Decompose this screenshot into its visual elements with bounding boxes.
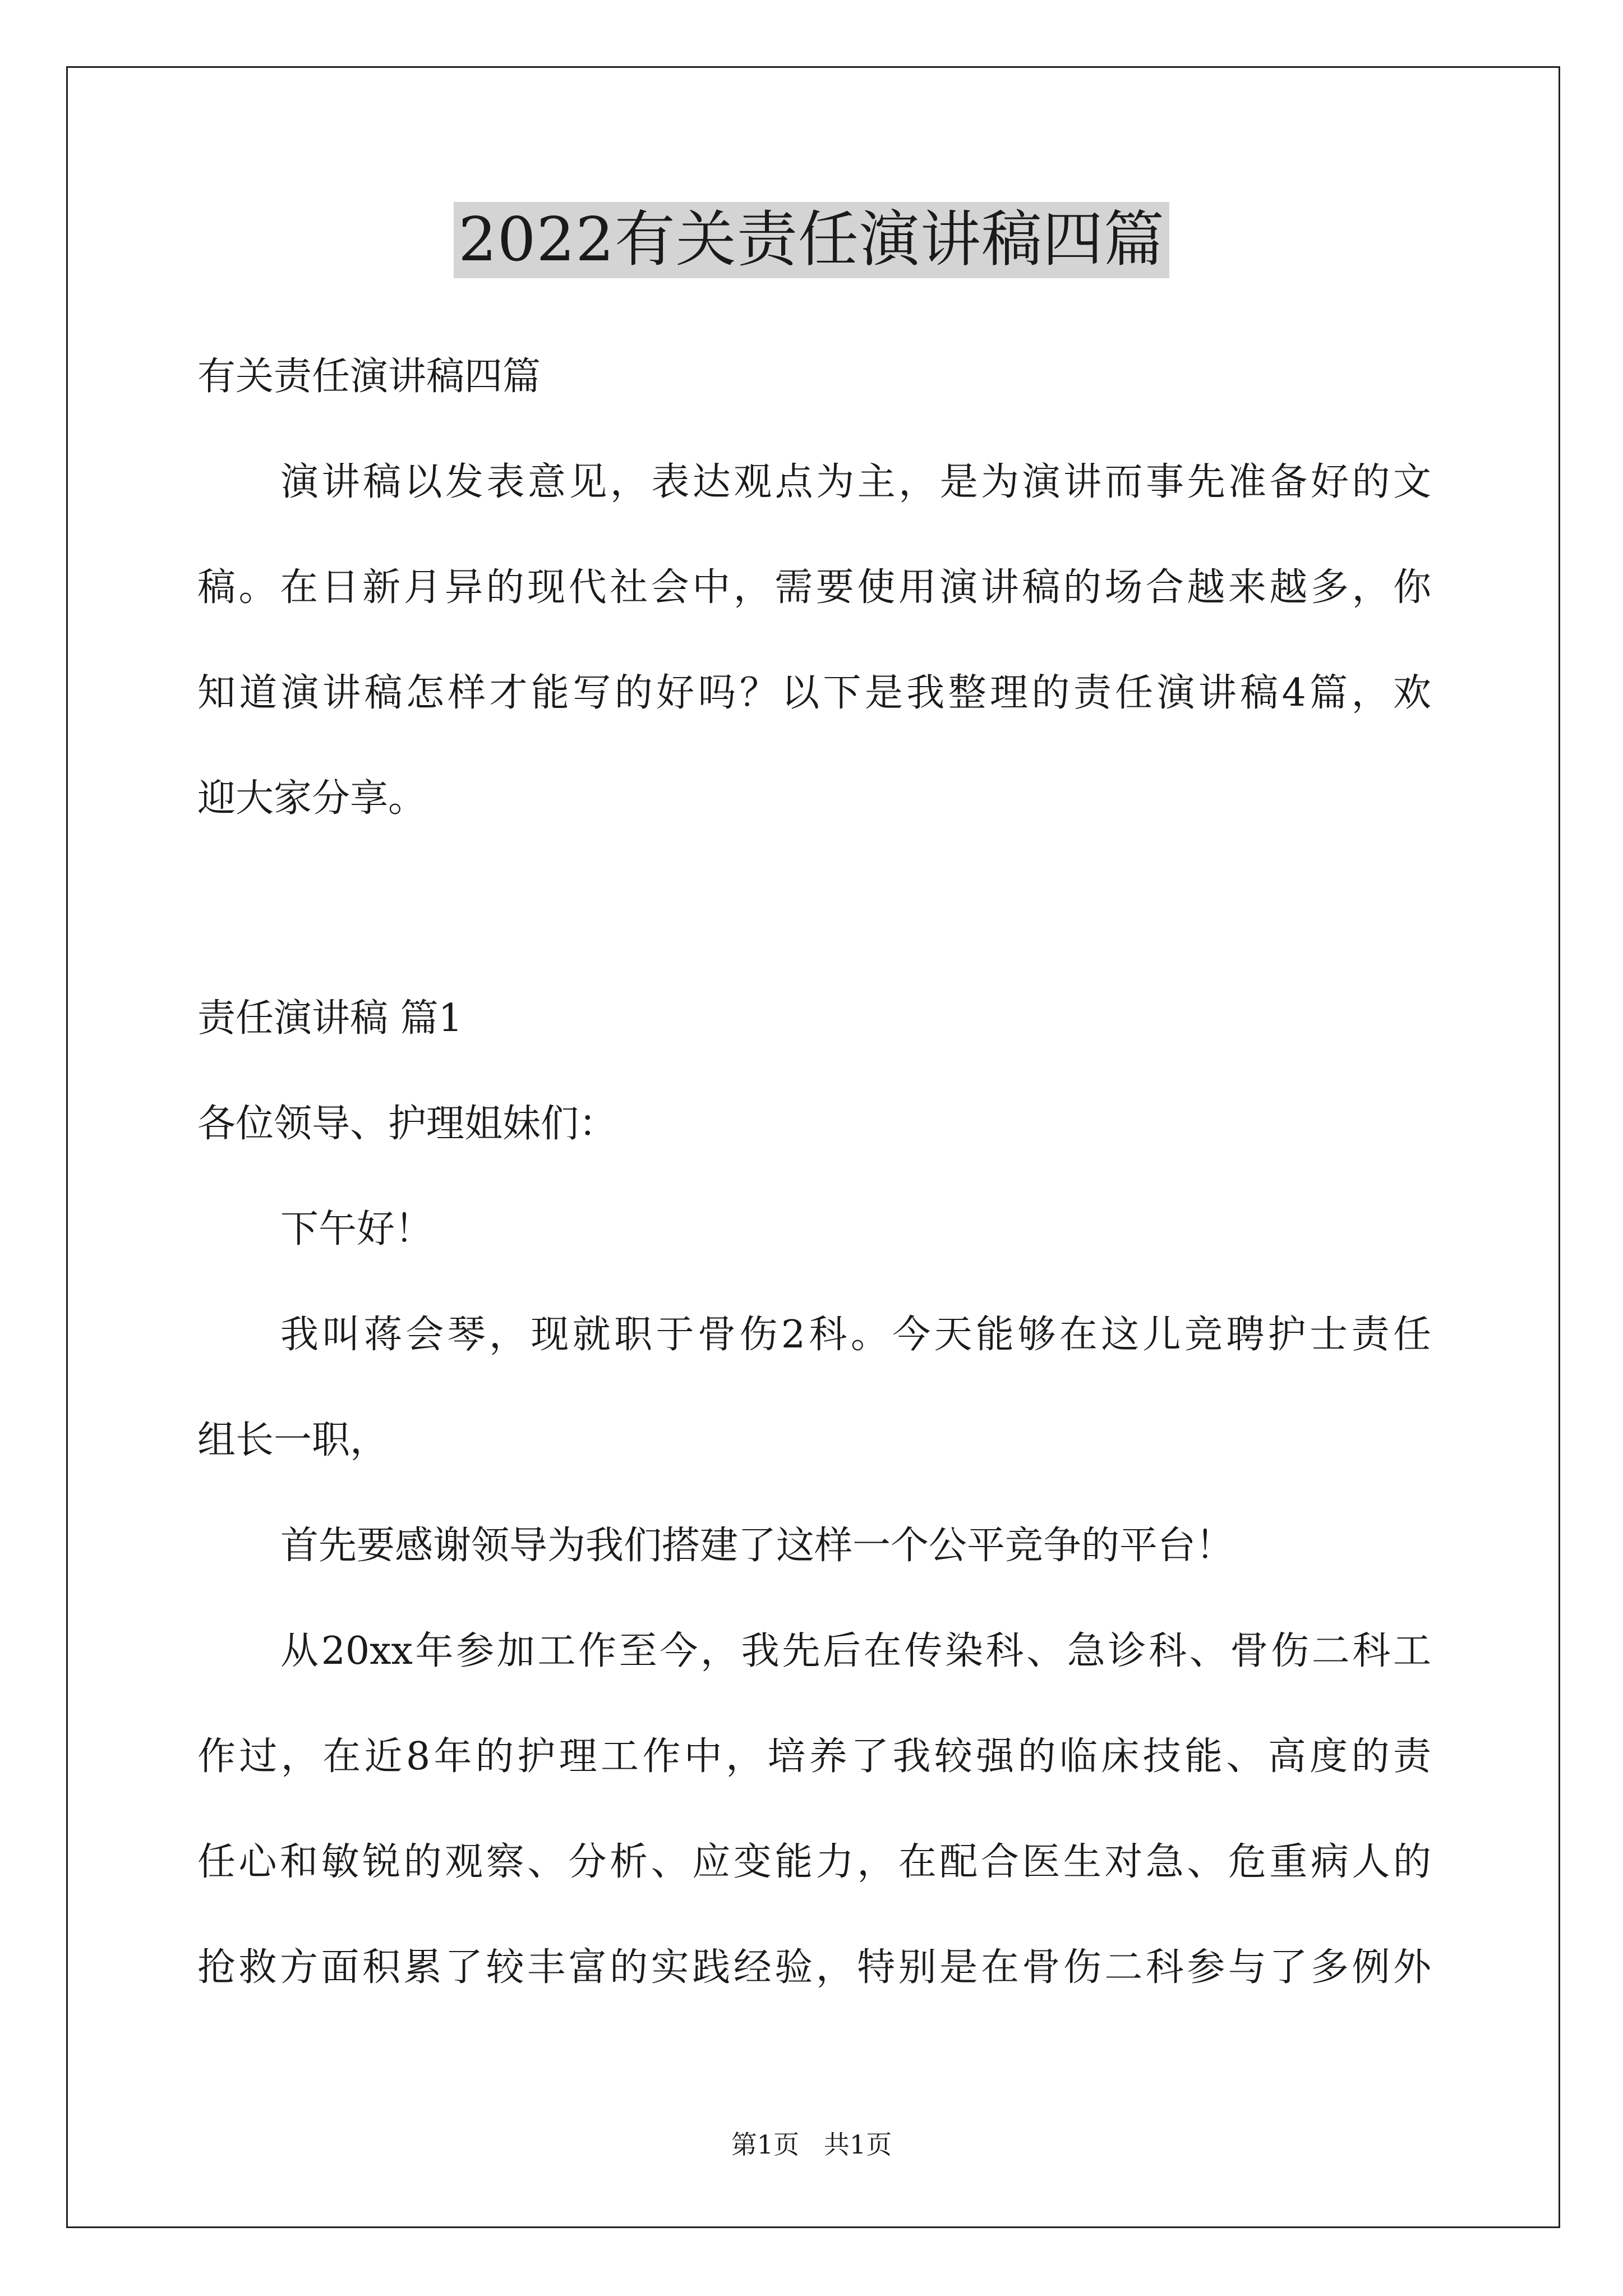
intro-line-4: 迎大家分享。: [197, 776, 427, 821]
document-title: 2022有关责任演讲稿四篇: [454, 202, 1169, 278]
intro-line-2: 稿。在日新月异的现代社会中，需要使用演讲稿的场合越来越多，你: [197, 565, 1431, 610]
paragraph-1-line-2: 组长一职，: [197, 1418, 389, 1462]
intro-line-3: 知道演讲稿怎样才能写的好吗？以下是我整理的责任演讲稿4篇，欢: [197, 671, 1431, 715]
paragraph-3-line-1: 从20xx年参加工作至今，我先后在传染科、急诊科、骨伤二科工: [280, 1629, 1431, 1673]
section-heading: 责任演讲稿 篇1: [197, 996, 463, 1041]
subtitle: 有关责任演讲稿四篇: [197, 355, 541, 399]
paragraph-3-line-3: 任心和敏锐的观察、分析、应变能力，在配合医生对急、危重病人的: [197, 1840, 1431, 1884]
paragraph-3-line-2: 作过，在近8年的护理工作中，培养了我较强的临床技能、高度的责: [197, 1734, 1431, 1779]
intro-line-1: 演讲稿以发表意见，表达观点为主，是为演讲而事先准备好的文: [280, 460, 1431, 504]
paragraph-3-line-4: 抢救方面积累了较丰富的实践经验，特别是在骨伤二科参与了多例外: [197, 1945, 1431, 1990]
paragraph-2: 首先要感谢领导为我们搭建了这样一个公平竞争的平台！: [280, 1524, 1234, 1568]
salutation: 各位领导、护理姐妹们：: [197, 1102, 617, 1146]
page-footer: 第1页 共1页: [731, 2129, 892, 2160]
greeting: 下午好！: [280, 1207, 434, 1251]
title-container: [0, 202, 1623, 278]
paragraph-1-line-1: 我叫蒋会琴，现就职于骨伤2科。今天能够在这儿竞聘护士责任: [280, 1313, 1431, 1357]
